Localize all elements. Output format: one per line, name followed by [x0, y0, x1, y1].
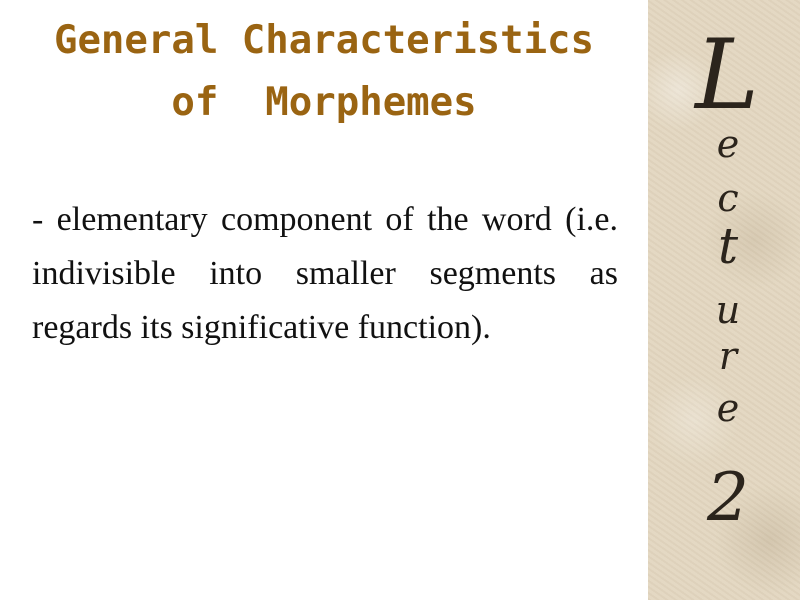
sidebar-letter-c: c	[717, 176, 739, 220]
slide-title	[0, 10, 648, 134]
sidebar-letter-e: e	[716, 122, 740, 166]
sidebar-letter-r: r	[718, 334, 738, 378]
slide-title-line-2: of Morphemes	[171, 80, 477, 125]
lecture-sidebar	[648, 0, 800, 600]
slide-title-line-1: General Characteristics	[53, 18, 595, 63]
sidebar-letter-t: t	[717, 217, 739, 275]
sidebar-letter-u: u	[715, 288, 741, 332]
sidebar-letter-e-2: e	[716, 386, 740, 430]
definition-text: - elementary component of the word (i.e. indivisible into smaller segments as regards its significative function).	[32, 201, 618, 346]
sidebar-letter-l: L	[695, 19, 759, 131]
sidebar-lecture-number: 2	[707, 459, 749, 536]
